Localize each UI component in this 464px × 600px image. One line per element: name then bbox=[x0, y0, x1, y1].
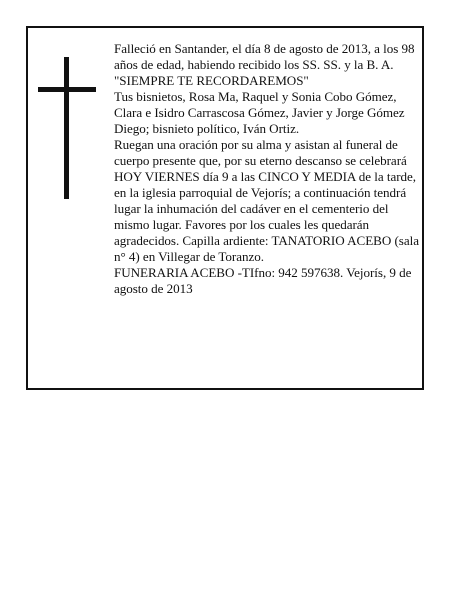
obituary-notice-frame bbox=[26, 26, 424, 390]
funeral-home-contact: FUNERARIA ACEBO -TIfno: 942 597638. Vejorís, 9 de agosto de 2013 bbox=[114, 265, 412, 296]
death-announcement-paragraph: Falleció en Santander, el día 8 de agosto de 2013, a los 98 años de edad, habiendo recibido los SS. SS. y la B. A. bbox=[114, 41, 415, 72]
latin-cross-icon bbox=[38, 57, 96, 199]
family-members-paragraph: Tus bisnietos, Rosa Ma, Raquel y Sonia Cobo Gómez, Clara e Isidro Carrascosa Gómez, Javier y Jorge Gómez Diego; bisnieto político, Iván Ortiz. bbox=[114, 89, 405, 136]
cross-horizontal-bar bbox=[38, 87, 96, 92]
cross-vertical-bar bbox=[64, 57, 69, 199]
remembrance-quote: "SIEMPRE TE RECORDAREMOS" bbox=[114, 73, 309, 88]
obituary-text bbox=[114, 41, 422, 297]
funeral-details-paragraph: Ruegan una oración por su alma y asistan al funeral de cuerpo presente que, por su eterno descanso se celebrará HOY VIERNES día 9 a las CINCO Y MEDIA de la tarde, en la iglesia parroquial de Vejorís; a continuación tendrá lugar la inhumación del cadáver en el cementerio del mismo lugar. Favores por los cuales les quedarán agradecidos. Capilla ardiente: TANATORIO ACEBO (sala n° 4) en Villegar de Toranzo. bbox=[114, 137, 419, 264]
